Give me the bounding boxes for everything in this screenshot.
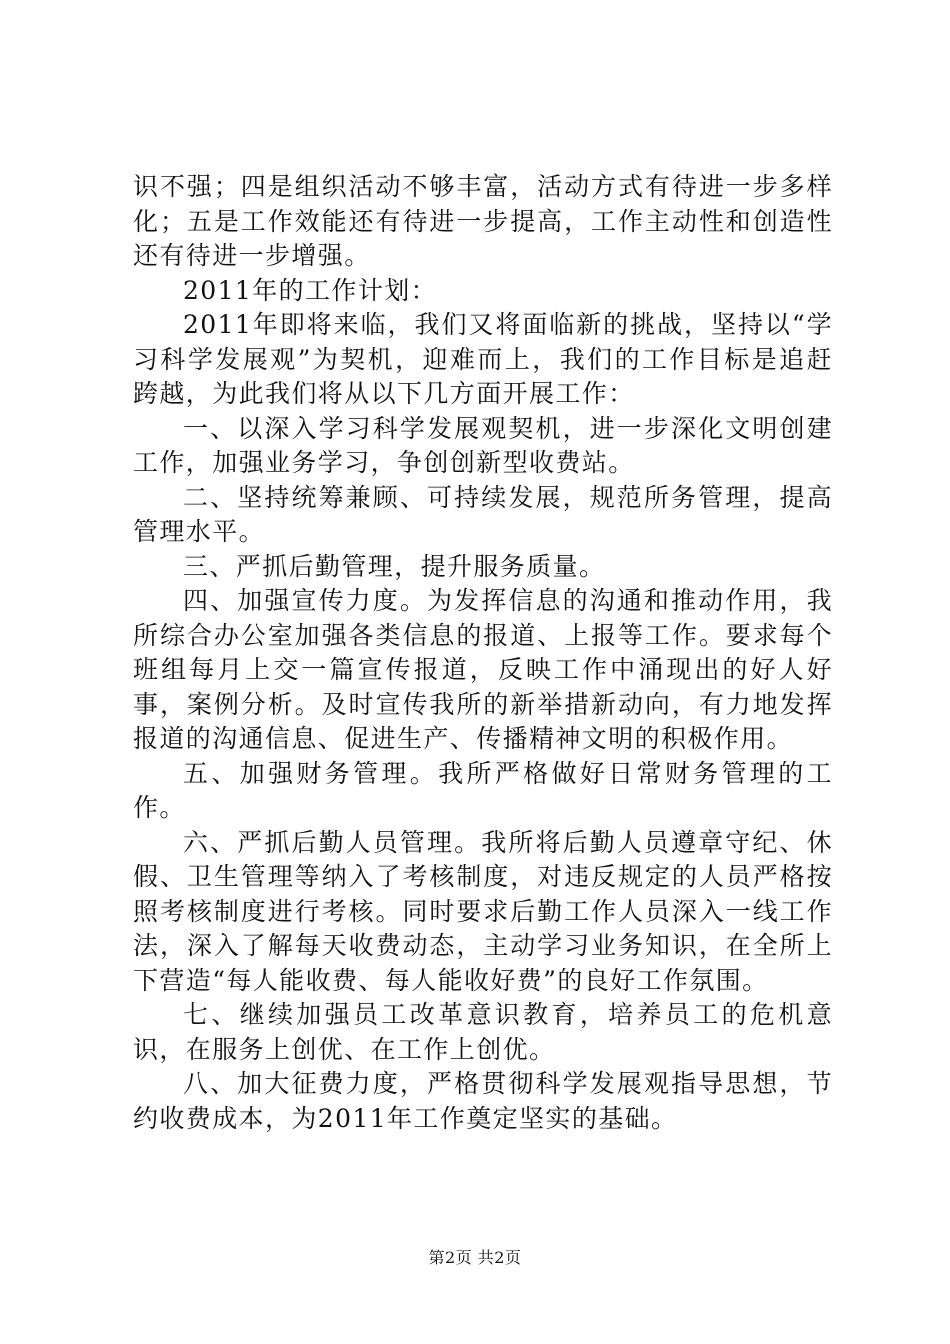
paragraph-item-3: 三、严抓后勤管理，提升服务质量。 xyxy=(183,551,606,581)
paragraph-item-1: 一、以深入学习科学发展观契机，进一步深化文明创建工作，加强业务学习，争创创新型收费站。 xyxy=(133,413,833,477)
page-number-footer: 第2页 共2页 xyxy=(428,1248,522,1267)
paragraph-continuation: 识不强；四是组织活动不够丰富，活动方式有待进一步多样化；五是工作效能还有待进一步提高，工作主动性和创造性还有待进一步增强。 xyxy=(133,172,833,270)
paragraph-item-2: 二、坚持统筹兼顾、可持续发展，规范所务管理，提高管理水平。 xyxy=(133,482,833,546)
paragraph-item-6: 六、严抓后勤人员管理。我所将后勤人员遵章守纪、休假、卫生管理等纳入了考核制度，对违反规定的人员严格按照考核制度进行考核。同时要求后勤工作人员深入一线工作法，深入了解每天收费动态，主动学习业务知识，在全所上下营造“每人能收费、每人能收好费”的良好工作氛围。 xyxy=(133,827,833,995)
document-body xyxy=(133,170,833,1136)
paragraph-intro: 2011年即将来临，我们又将面临新的挑战，坚持以“学习科学发展观”为契机，迎难而上，我们的工作目标是追赶跨越，为此我们将从以下几方面开展工作： xyxy=(133,310,833,408)
paragraph-item-5: 五、加强财务管理。我所严格做好日常财务管理的工作。 xyxy=(133,758,833,822)
paragraph-item-7: 七、继续加强员工改革意识教育，培养员工的危机意识，在服务上创优、在工作上创优。 xyxy=(133,1000,833,1064)
paragraph-item-8: 八、加大征费力度，严格贯彻科学发展观指导思想，节约收费成本，为2011年工作奠定坚实的基础。 xyxy=(133,1069,833,1133)
paragraph-plan-heading: 2011年的工作计划： xyxy=(183,275,438,305)
paragraph-item-4: 四、加强宣传力度。为发挥信息的沟通和推动作用，我所综合办公室加强各类信息的报道、上报等工作。要求每个班组每月上交一篇宣传报道，反映工作中涌现出的好人好事，案例分析。及时宣传我所的新举措新动向，有力地发挥报道的沟通信息、促进生产、传播精神文明的积极作用。 xyxy=(133,586,833,753)
